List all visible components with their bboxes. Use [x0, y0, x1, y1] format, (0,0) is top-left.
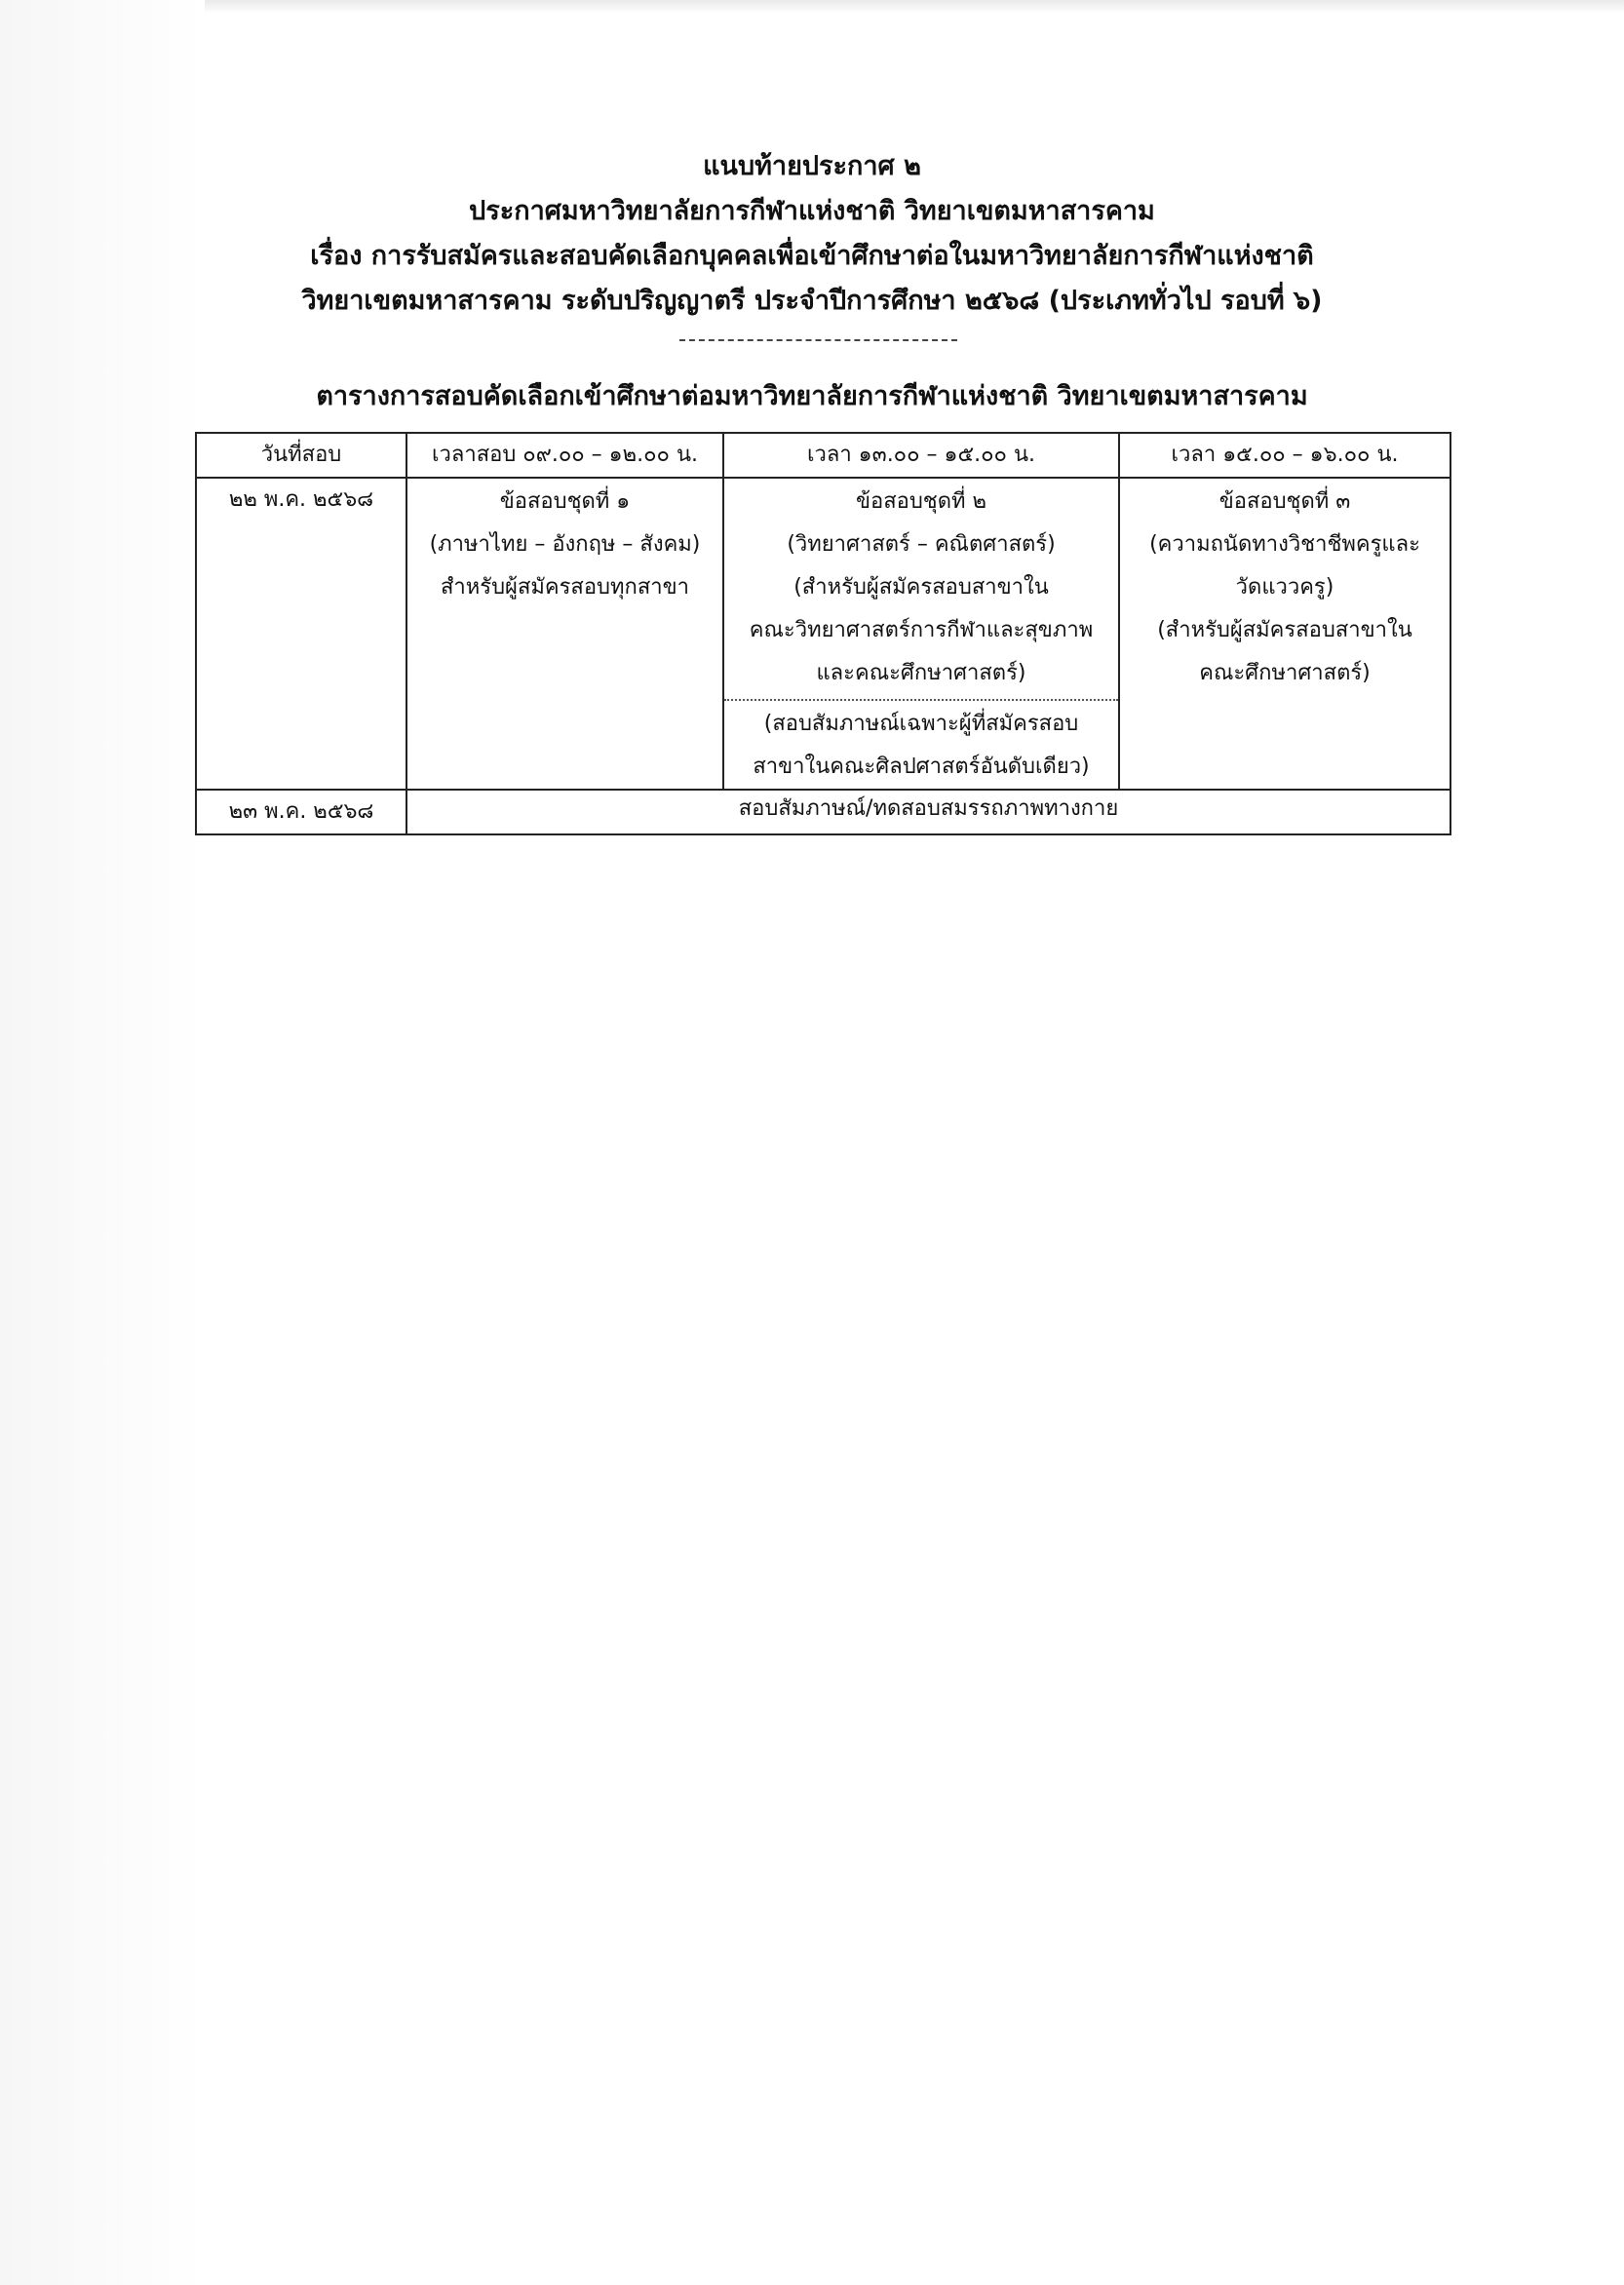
scan-edge-left [0, 0, 205, 2285]
table-header-row [196, 433, 1450, 478]
exam-set-2-applicants-line2: คณะวิทยาศาสตร์การกีฬาและสุขภาพ [749, 618, 1094, 642]
announcement-header [0, 144, 1624, 324]
table-row [196, 478, 1450, 790]
row1-morning-cell [406, 478, 723, 790]
exam-set-3-title: ข้อสอบชุดที่ ๓ [1218, 489, 1351, 514]
scan-edge-top [0, 0, 1624, 14]
header-morning-session: เวลาสอบ ๐๙.๐๐ – ๑๒.๐๐ น. [406, 433, 723, 478]
header-exam-date: วันที่สอบ [196, 433, 406, 478]
header-line-2: ประกาศมหาวิทยาลัยการกีฬาแห่งชาติ วิทยาเขตมหาสารคาม [469, 196, 1155, 226]
exam-set-1-title: ข้อสอบชุดที่ ๑ [499, 489, 631, 514]
header-line-1: แนบท้ายประกาศ ๒ [703, 151, 921, 181]
header-late-afternoon-session: เวลา ๑๕.๐๐ – ๑๖.๐๐ น. [1119, 433, 1450, 478]
exam-set-2-applicants-line3: และคณะศึกษาศาสตร์) [816, 661, 1026, 685]
exam-set-3-applicants-line1: (สำหรับผู้สมัครสอบสาขาใน [1157, 618, 1412, 642]
header-line-3: เรื่อง การรับสมัครและสอบคัดเลือกบุคคลเพื่อเข้าศึกษาต่อในมหาวิทยาลัยการกีฬาแห่งชาติ [310, 241, 1314, 271]
interview-note-line1: (สอบสัมภาษณ์เฉพาะผู้ที่สมัครสอบ [763, 712, 1079, 736]
header-line-4: วิทยาเขตมหาสารคาม ระดับปริญญาตรี ประจำปีการศึกษา ๒๕๖๘ (ประเภททั่วไป รอบที่ ๖) [301, 286, 1323, 316]
exam-set-2-subjects: (วิทยาศาสตร์ – คณิตศาสตร์) [787, 532, 1056, 557]
row2-date: ๒๓ พ.ค. ๒๕๖๘ [196, 790, 406, 834]
row1-afternoon-cell [723, 478, 1119, 790]
exam-set-1-applicants: สำหรับผู้สมัครสอบทุกสาขา [440, 575, 690, 600]
interview-note-line2: สาขาในคณะศิลปศาสตร์อันดับเดียว) [753, 755, 1090, 779]
separator-dashed-line [679, 339, 957, 341]
table-row [196, 790, 1450, 834]
exam-set-3-subjects-line1: (ความถนัดทางวิชาชีพครูและ [1149, 532, 1420, 557]
header-afternoon-session: เวลา ๑๓.๐๐ – ๑๕.๐๐ น. [723, 433, 1119, 478]
table-title: ตารางการสอบคัดเลือกเข้าศึกษาต่อมหาวิทยาลัยการกีฬาแห่งชาติ วิทยาเขตมหาสารคาม [316, 381, 1308, 411]
exam-set-3-applicants-line2: คณะศึกษาศาสตร์) [1199, 661, 1371, 685]
row1-date: ๒๒ พ.ค. ๒๕๖๘ [196, 478, 406, 790]
exam-set-3-subjects-line2: วัดแววครู) [1235, 575, 1334, 600]
exam-set-2-applicants-line1: (สำหรับผู้สมัครสอบสาขาใน [793, 575, 1049, 600]
interview-note-block [724, 699, 1118, 789]
row2-activity: สอบสัมภาษณ์/ทดสอบสมรรถภาพทางกาย [406, 790, 1450, 834]
exam-set-1-subjects: (ภาษาไทย – อังกฤษ – สังคม) [429, 532, 701, 557]
exam-schedule-table [195, 432, 1451, 835]
exam-set-2-title: ข้อสอบชุดที่ ๒ [855, 489, 987, 514]
row1-late-afternoon-cell [1119, 478, 1450, 790]
